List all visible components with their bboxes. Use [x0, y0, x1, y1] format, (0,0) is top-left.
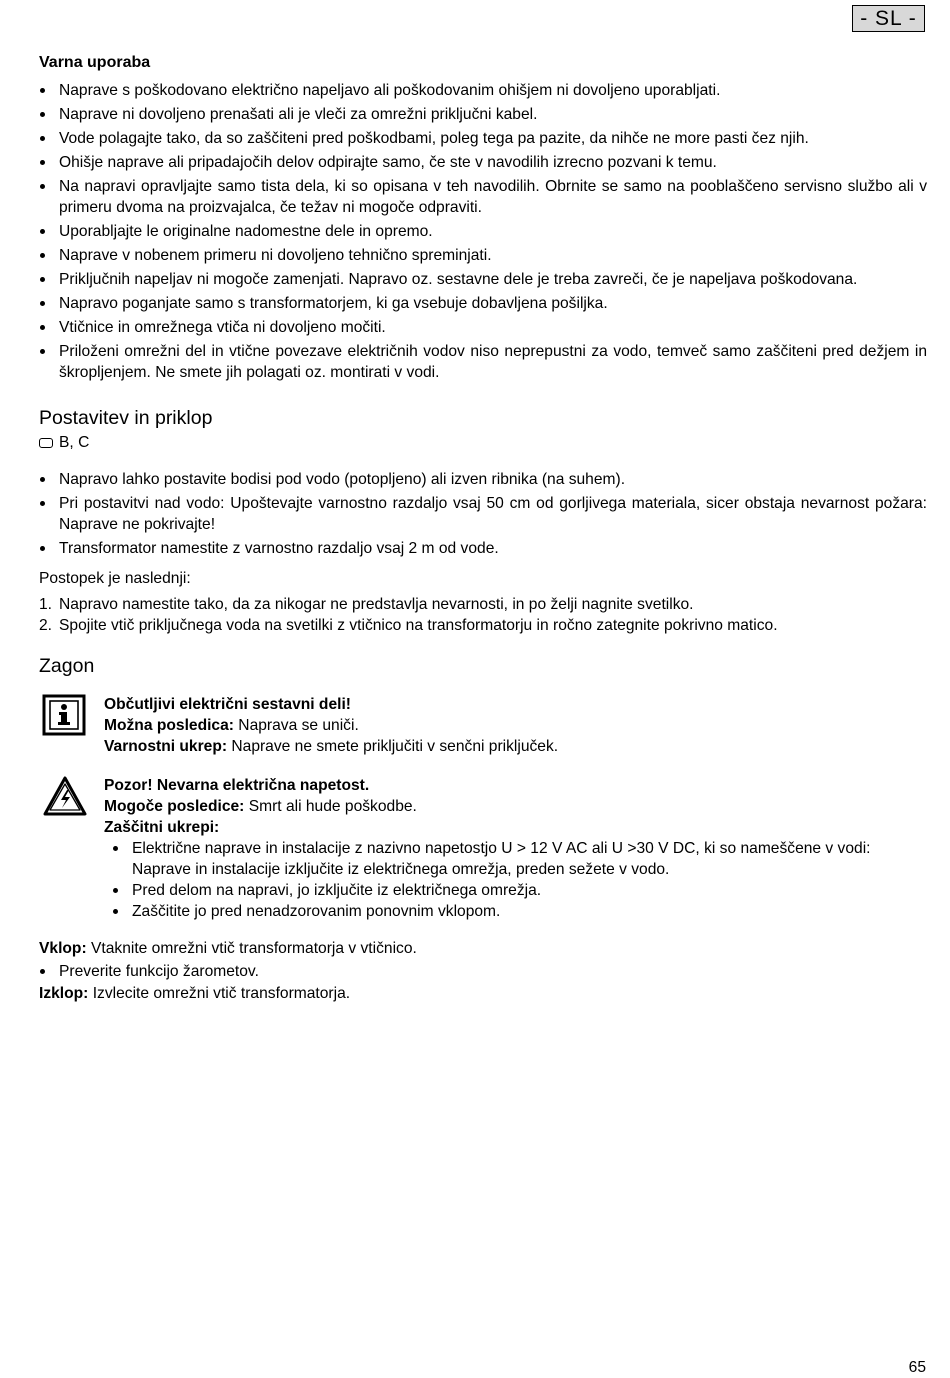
warning-notice — [39, 775, 927, 922]
list-item: Priloženi omrežni del in vtične povezave električnih vodov niso neprepustni za vodo, temveč samo zaščiteni pred dežjem in škropljenjem. Ne smete jih polagati oz. montirati v vodi. — [39, 341, 927, 383]
safety-heading: Varna uporaba — [39, 54, 151, 71]
list-item: Preverite funkcijo žarometov. — [39, 961, 927, 982]
switch-off-label: Izklop: — [39, 985, 89, 1002]
list-item: Priključnih napeljav ni mogoče zamenjati. Napravo oz. sestavne dele je treba zavreči, če je napeljava poškodovana. — [39, 269, 927, 290]
page-content — [39, 52, 927, 1004]
list-item: Naprave s poškodovano električno napeljavo ali poškodovanim ohišjem ni dovoljeno uporabljati. — [39, 80, 927, 101]
page-number: 65 — [908, 1359, 926, 1376]
setup-heading: Postavitev in priklop — [39, 407, 213, 429]
warning-measures-list — [104, 838, 927, 922]
info-icon — [42, 694, 86, 742]
high-voltage-icon — [42, 775, 88, 823]
measure-text: Naprave ne smete priključiti v senčni priključek. — [227, 738, 559, 755]
consequence-text: Smrt ali hude poškodbe. — [244, 798, 417, 815]
warning-notice-title: Pozor! Nevarna električna napetost. — [104, 777, 370, 794]
info-notice-measure — [104, 736, 927, 757]
figure-reference-text: B, C — [59, 434, 90, 451]
step-text: Napravo namestite tako, da za nikogar ne predstavlja nevarnosti, in po želji nagnite svetilko. — [59, 596, 694, 613]
list-item: Pred delom na napravi, jo izključite iz električnega omrežja. — [104, 880, 927, 901]
list-item: Električne naprave in instalacije z nazivno napetostjo U > 12 V AC ali U >30 V DC, ki so nameščene v vodi: Naprave in instalacije izključite iz električnega omrežja, preden sežete v vodo. — [104, 838, 927, 880]
switch-on-text: Vtaknite omrežni vtič transformatorja v vtičnico. — [86, 940, 417, 957]
consequence-label: Možna posledica: — [104, 717, 234, 734]
info-notice-title: Občutljivi električni sestavni deli! — [104, 696, 351, 713]
list-item: Transformator namestite z varnostno razdaljo vsaj 2 m od vode. — [39, 538, 927, 559]
list-item: Zaščitite jo pred nenadzorovanim ponovnim vklopom. — [104, 901, 927, 922]
step-text: Spojite vtič priključnega voda na svetilki z vtičnico na transformatorju in ročno zategnite pokrivno matico. — [59, 617, 778, 634]
list-item: Napravo poganjate samo s transformatorjem, ki ga vsebuje dobavljena pošiljka. — [39, 293, 927, 314]
setup-list — [39, 469, 927, 559]
switch-off-text: Izvlecite omrežni vtič transformatorja. — [88, 985, 351, 1002]
language-tag: - SL - — [852, 5, 925, 32]
step-item — [39, 594, 927, 615]
list-item: Uporabljajte le originalne nadomestne dele in opremo. — [39, 221, 927, 242]
switch-off-line — [39, 983, 927, 1004]
procedure-intro: Postopek je naslednji: — [39, 570, 191, 587]
list-item: Napravo lahko postavite bodisi pod vodo (potopljeno) ali izven ribnika (na suhem). — [39, 469, 927, 490]
switch-on-label: Vklop: — [39, 940, 87, 957]
list-item: Vtičnice in omrežnega vtiča ni dovoljeno močiti. — [39, 317, 927, 338]
list-item: Naprave v nobenem primeru ni dovoljeno tehnično spreminjati. — [39, 245, 927, 266]
step-item — [39, 615, 927, 636]
warning-measures-label: Zaščitni ukrepi: — [104, 819, 220, 836]
list-item: Naprave ni dovoljeno prenašati ali je vleči za omrežni priključni kabel. — [39, 104, 927, 125]
switch-on-line — [39, 938, 927, 959]
startup-heading: Zagon — [39, 655, 95, 677]
consequence-text: Naprava se uniči. — [233, 717, 359, 734]
list-item: Na napravi opravljajte samo tista dela, ki so opisana v teh navodilih. Obrnite se samo na pooblaščeno servisno službo ali v primeru dvoma na proizvajalca, če težav ni mogoče odpraviti. — [39, 176, 927, 218]
list-item: Vode polagajte tako, da so zaščiteni pred poškodbami, poleg tega pa pazite, da nihče ne more pasti čez njih. — [39, 128, 927, 149]
info-notice-consequence — [104, 715, 927, 736]
measure-label: Varnostni ukrep: — [104, 738, 228, 755]
figure-reference — [39, 432, 927, 453]
consequence-label: Mogoče posledice: — [104, 798, 245, 815]
step-number: 1. — [39, 596, 53, 613]
warning-notice-consequence — [104, 796, 927, 817]
check-list — [39, 961, 927, 982]
step-number: 2. — [39, 617, 53, 634]
list-item: Ohišje naprave ali pripadajočih delov odpirajte samo, če ste v navodilih izrecno pozvani k temu. — [39, 152, 927, 173]
safety-list — [39, 80, 927, 383]
list-item: Pri postavitvi nad vodo: Upoštevajte varnostno razdaljo vsaj 50 cm od gorljivega materiala, sicer obstaja nevarnost požara: Naprave ne pokrivajte! — [39, 493, 927, 535]
book-icon — [39, 438, 53, 448]
procedure-steps — [39, 594, 927, 636]
info-notice — [39, 694, 927, 757]
